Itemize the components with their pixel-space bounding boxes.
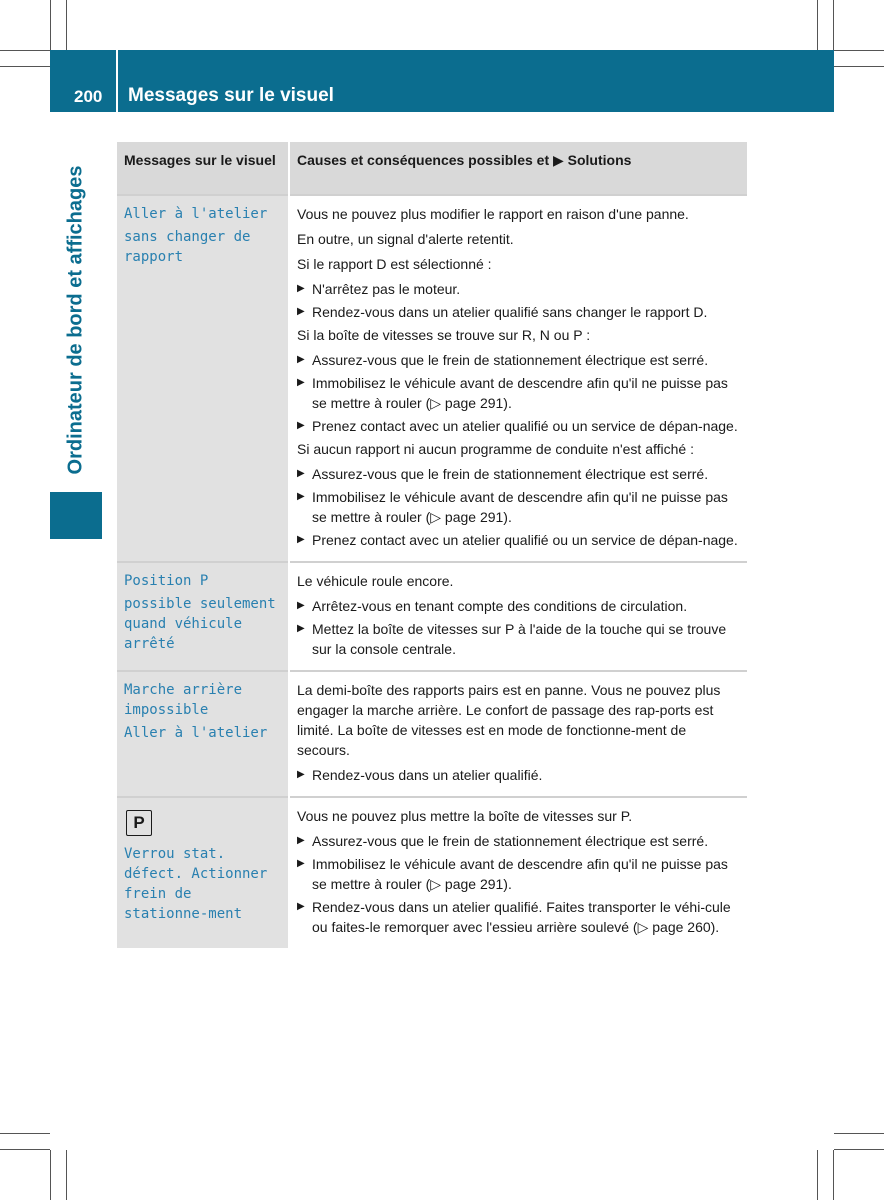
solution-step: ▶ Assurez-vous que le frein de stationnement électrique est serré.: [297, 831, 740, 851]
table-header-row: [117, 142, 747, 195]
chapter-side-tab: Ordinateur de bord et affichages: [64, 165, 87, 475]
column-header-causes: Causes et conséquences possibles et ▶ Solutions: [289, 142, 747, 195]
cause-text: La demi-boîte des rapports pairs est en panne. Vous ne pouvez plus engager la marche arrière. Le confort de passage des rap-ports est limité. La boîte de vitesses est en mode de fonctionne-ment de secours.: [297, 682, 721, 758]
crop-mark: [834, 50, 884, 51]
page-number: 200: [74, 87, 103, 106]
crop-mark: [817, 0, 818, 50]
cause-text: Si la boîte de vitesses se trouve sur R, N ou P :: [297, 327, 591, 343]
solution-step: ▶ Assurez-vous que le frein de stationnement électrique est serré.: [297, 350, 740, 370]
display-message-cell: [117, 797, 289, 948]
crop-mark: [834, 66, 884, 67]
crop-mark: [833, 0, 834, 50]
park-symbol-icon: P: [126, 810, 152, 836]
display-message-cell: [117, 195, 289, 562]
crop-mark: [834, 1149, 884, 1150]
solution-step: ▶ Assurez-vous que le frein de stationnement électrique est serré.: [297, 464, 740, 484]
causes-solutions-cell: [289, 671, 747, 797]
solution-step: ▶ Rendez-vous dans un atelier qualifié. Faites transporter le véhi-cule ou faites-le remorquer avec l'essieu arrière soulevé (▷ page 260).: [297, 897, 740, 937]
crop-mark: [0, 1133, 50, 1134]
solution-step: ▶ Immobilisez le véhicule avant de descendre afin qu'il ne puisse pas se mettre à rouler (▷ page 291).: [297, 854, 740, 894]
display-message-cell: [117, 562, 289, 671]
page-number-box: [50, 50, 116, 112]
crop-mark: [0, 66, 50, 67]
page-header: [50, 50, 834, 112]
display-message-text: Marche arrière impossible: [124, 682, 251, 718]
causes-solutions-cell: [289, 797, 747, 948]
crop-mark: [50, 0, 51, 50]
solution-step: ▶ Prenez contact avec un atelier qualifié ou un service de dépan-nage.: [297, 416, 740, 436]
crop-mark: [833, 1150, 834, 1200]
display-message-text: Aller à l'atelier: [124, 725, 268, 741]
crop-mark: [817, 1150, 818, 1200]
table-row: [117, 195, 747, 562]
display-message-text: Position P: [124, 573, 209, 589]
messages-table: [117, 142, 747, 948]
chapter-marker-block: [50, 492, 102, 539]
crop-mark: [50, 1150, 51, 1200]
header-divider: [116, 50, 118, 112]
cause-text: En outre, un signal d'alerte retentit.: [297, 231, 514, 247]
crop-mark: [66, 0, 67, 50]
table-row: [117, 671, 747, 797]
solution-step: ▶ Immobilisez le véhicule avant de descendre afin qu'il ne puisse pas se mettre à rouler (▷ page 291).: [297, 373, 740, 413]
crop-mark: [0, 1149, 50, 1150]
cause-text: Vous ne pouvez plus modifier le rapport en raison d'une panne.: [297, 206, 689, 222]
causes-solutions-cell: [289, 195, 747, 562]
display-message-cell: [117, 671, 289, 797]
solution-step: ▶ Mettez la boîte de vitesses sur P à l'aide de la touche qui se trouve sur la console centrale.: [297, 619, 740, 659]
cause-text: Vous ne pouvez plus mettre la boîte de vitesses sur P.: [297, 808, 633, 824]
table-row: [117, 562, 747, 671]
causes-solutions-cell: [289, 562, 747, 671]
display-message-text: possible seulement quand véhicule arrêté: [124, 596, 285, 652]
cause-text: Le véhicule roule encore.: [297, 573, 454, 589]
display-message-text: Verrou stat. défect. Actionner frein de stationne-ment: [124, 846, 276, 922]
solution-step: ▶ N'arrêtez pas le moteur.: [297, 279, 740, 299]
display-message-text: Aller à l'atelier: [124, 206, 268, 222]
cause-text: Si le rapport D est sélectionné :: [297, 256, 492, 272]
solution-step: ▶ Rendez-vous dans un atelier qualifié.: [297, 765, 740, 785]
crop-mark: [66, 1150, 67, 1200]
solution-step: ▶ Immobilisez le véhicule avant de descendre afin qu'il ne puisse pas se mettre à rouler (▷ page 291).: [297, 487, 740, 527]
solution-step: ▶ Rendez-vous dans un atelier qualifié sans changer le rapport D.: [297, 302, 740, 322]
column-header-messages: Messages sur le visuel: [117, 142, 289, 195]
table-row: [117, 797, 747, 948]
crop-mark: [0, 50, 50, 51]
cause-text: Si aucun rapport ni aucun programme de conduite n'est affiché :: [297, 441, 694, 457]
page-title: Messages sur le visuel: [128, 85, 334, 106]
solution-step: ▶ Prenez contact avec un atelier qualifié ou un service de dépan-nage.: [297, 530, 740, 550]
solution-step: ▶ Arrêtez-vous en tenant compte des conditions de circulation.: [297, 596, 740, 616]
display-message-text: sans changer de rapport: [124, 229, 259, 265]
crop-mark: [834, 1133, 884, 1134]
